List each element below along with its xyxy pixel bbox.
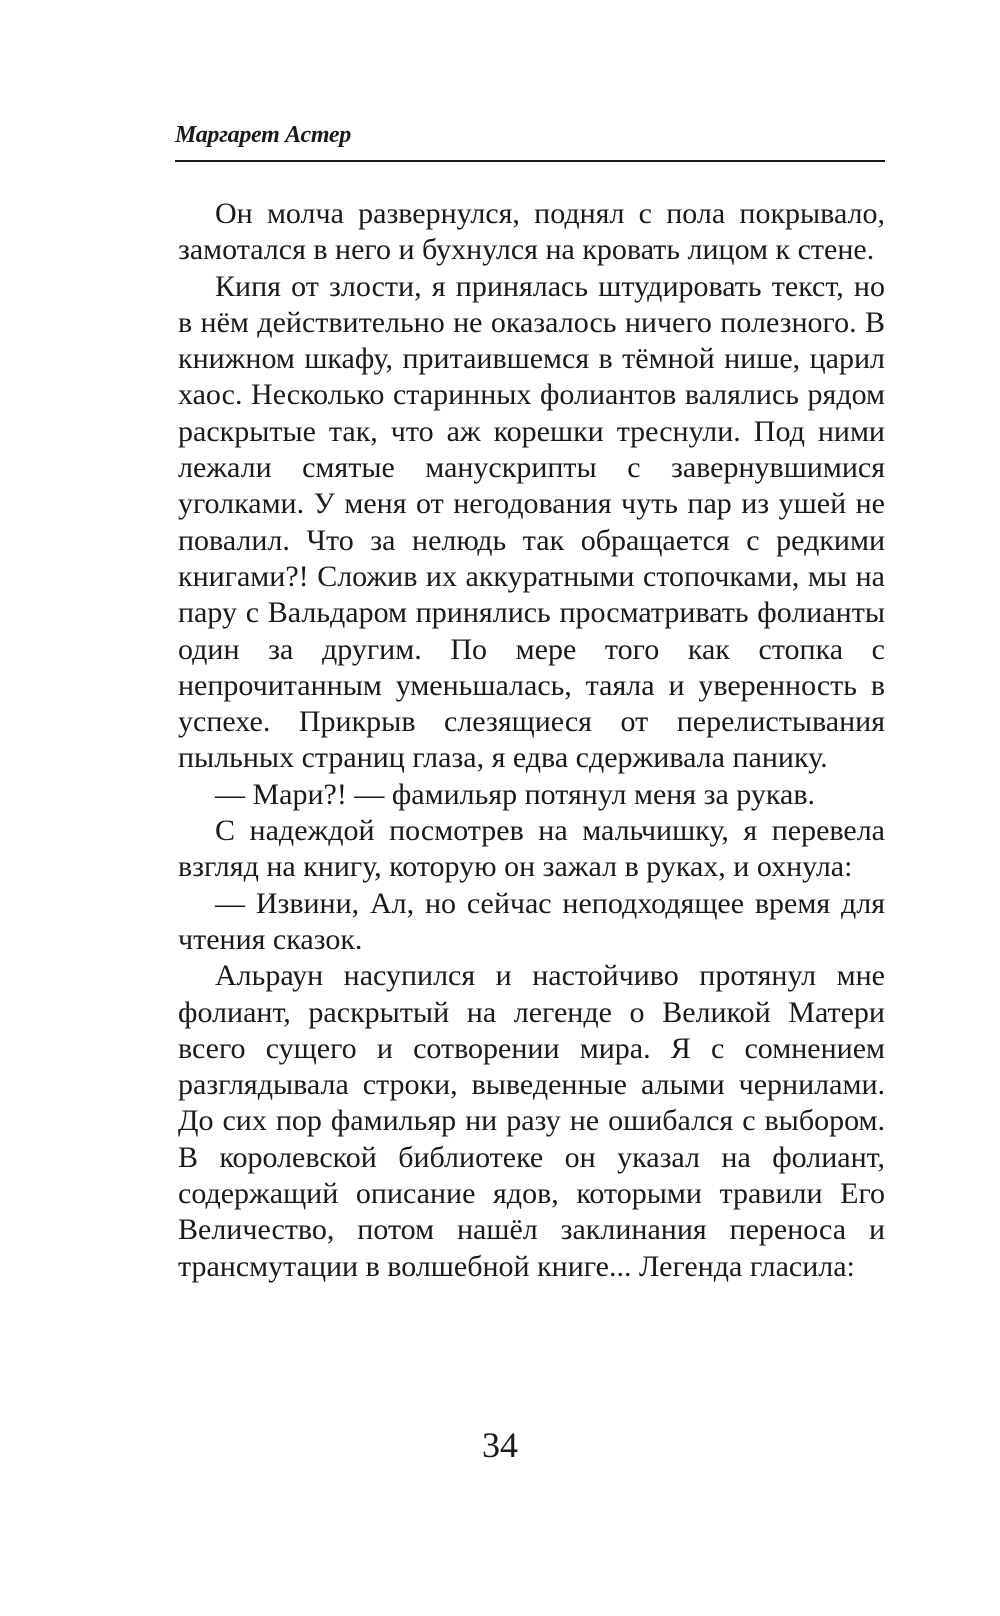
paragraph: Он молча развернулся, поднял с пола покрывало, замотался в него и бухнулся на кровать лицом к стене. (178, 197, 885, 267)
paragraph: — Извини, Ал, но сейчас неподходящее время для чтения сказок. (178, 886, 885, 956)
paragraph: — Мари?! — фамильяр потянул меня за рукав. (215, 777, 815, 811)
page-number: 34 (482, 1425, 518, 1465)
body-text (178, 196, 885, 1285)
running-head-author: Маргарет Астер (175, 122, 351, 148)
paragraph: Кипя от злости, я принялась штудировать текст, но в нём действительно не оказалось ничего полезного. В книжном шкафу, притаившемся в тёмной нише, царил хаос. Несколько старинных фолиантов валялись рядом раскрытые так, что аж корешки треснули. Под ними лежали смятые манускрипты с завернувшимися уголками. У меня от негодования чуть пар из ушей не повалил. Что за нелюдь так обращается с редкими книгами?! Сложив их аккуратными стопочками, мы на пару с Вальдаром принялись просматривать фолианты один за другим. По мере того как стопка с непрочитанным уменьшалась, таяла и уверенность в успехе. Прикрыв слезящиеся от перелистывания пыльных страниц глаза, я едва сдерживала панику. (178, 269, 885, 775)
paragraph: С надеждой посмотрев на мальчишку, я перевела взгляд на книгу, которую он зажал в руках, и охнула: (178, 814, 885, 884)
running-head (175, 118, 885, 162)
paragraph: Альраун насупился и настойчиво протянул мне фолиант, раскрытый на легенде о Великой Матери всего сущего и сотворении мира. Я с сомнением разглядывала строки, выведенные алыми чернилами. До сих пор фамильяр ни разу не ошибался с выбором. В королевской библиотеке он указал на фолиант, содержащий описание ядов, которыми травили Его Величество, потом нашёл заклинания переноса и трансмутации в волшебной книге... Легенда гласила: (178, 959, 885, 1283)
